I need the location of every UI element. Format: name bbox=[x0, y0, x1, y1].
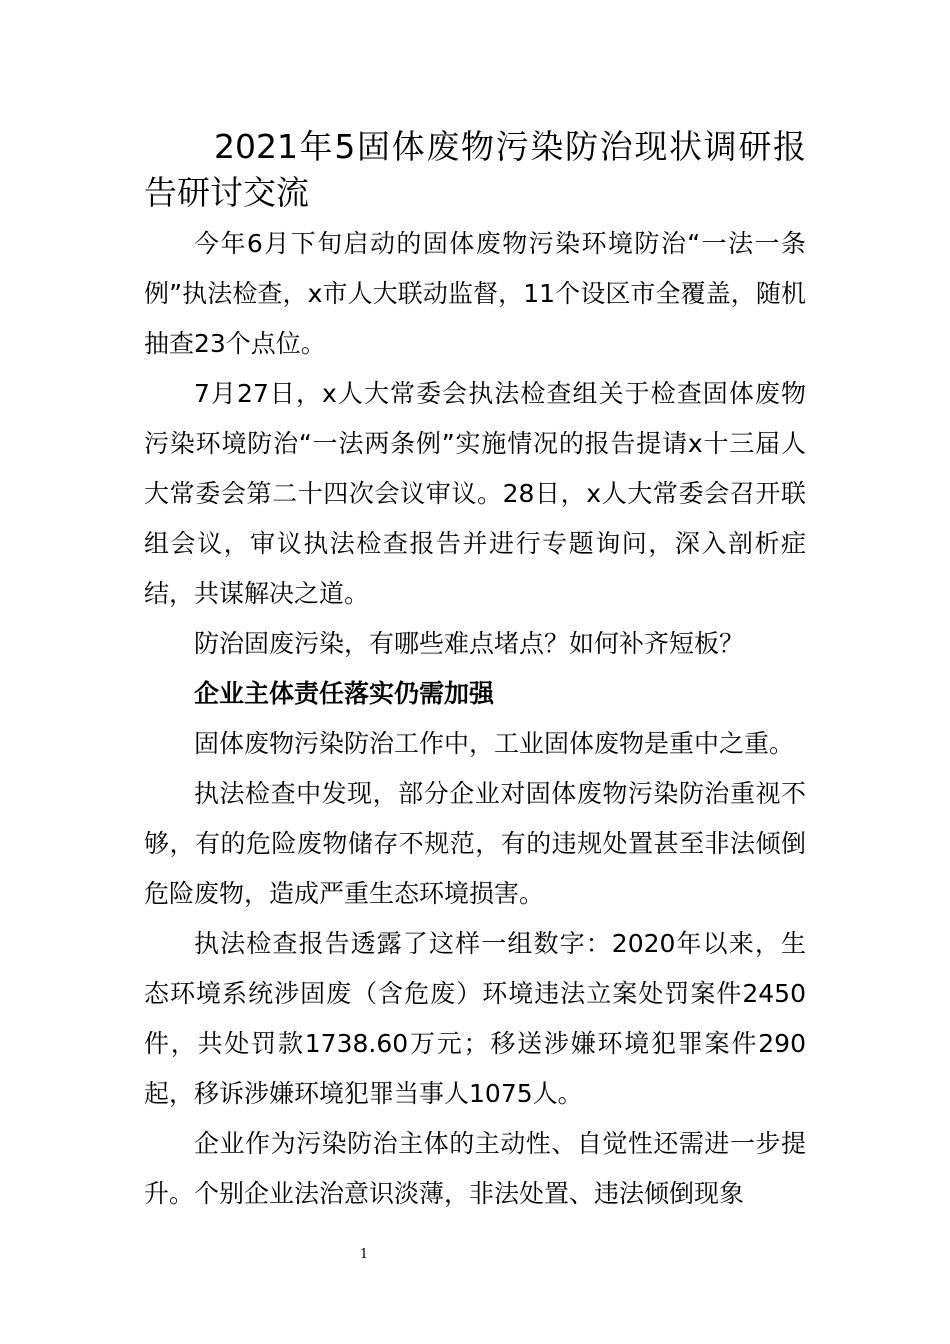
paragraph-enterprise-initiative: 企业作为污染防治主体的主动性、自觉性还需进一步提升。个别企业法治意识淡薄，非法处置、违法倾倒现象 bbox=[144, 1129, 806, 1208]
paragraph-statistics: 执法检查报告透露了这样一组数字：2020年以来，生态环境系统涉固废（含危废）环境违法立案处罚案件2450件，共处罚款1738.60万元；移送涉嫌环境犯罪案件290起，移诉涉嫌环境犯罪当事人1075人。 bbox=[144, 929, 806, 1108]
page-number: 1 bbox=[359, 1247, 369, 1262]
document-body bbox=[144, 124, 806, 1219]
section-heading-enterprise-responsibility: 企业主体责任落实仍需加强 bbox=[194, 679, 495, 708]
paragraph-industrial-waste: 固体废物污染防治工作中，工业固体废物是重中之重。 bbox=[194, 729, 795, 758]
paragraph-committee-review: 7月27日，x人大常委会执法检查组关于检查固体废物污染环境防治“一法两条例”实施情况的报告提请x十三届人大常委会第二十四次会议审议。28日，x人大常委会召开联组会议，审议执法检查报告并进行专题询问，深入剖析症结，共谋解决之道。 bbox=[144, 379, 806, 608]
paragraph-inspection-launch: 今年6月下旬启动的固体废物污染环境防治“一法一条例”执法检查，x市人大联动监督，11个设区市全覆盖，随机抽查23个点位。 bbox=[144, 229, 806, 358]
paragraph-questions: 防治固废污染，有哪些难点堵点？如何补齐短板？ bbox=[194, 629, 745, 658]
document-title: 2021年5固体废物污染防治现状调研报告研讨交流 bbox=[144, 127, 806, 212]
paragraph-inspection-findings: 执法检查中发现，部分企业对固体废物污染防治重视不够，有的危险废物储存不规范，有的违规处置甚至非法倾倒危险废物，造成严重生态环境损害。 bbox=[144, 779, 806, 908]
